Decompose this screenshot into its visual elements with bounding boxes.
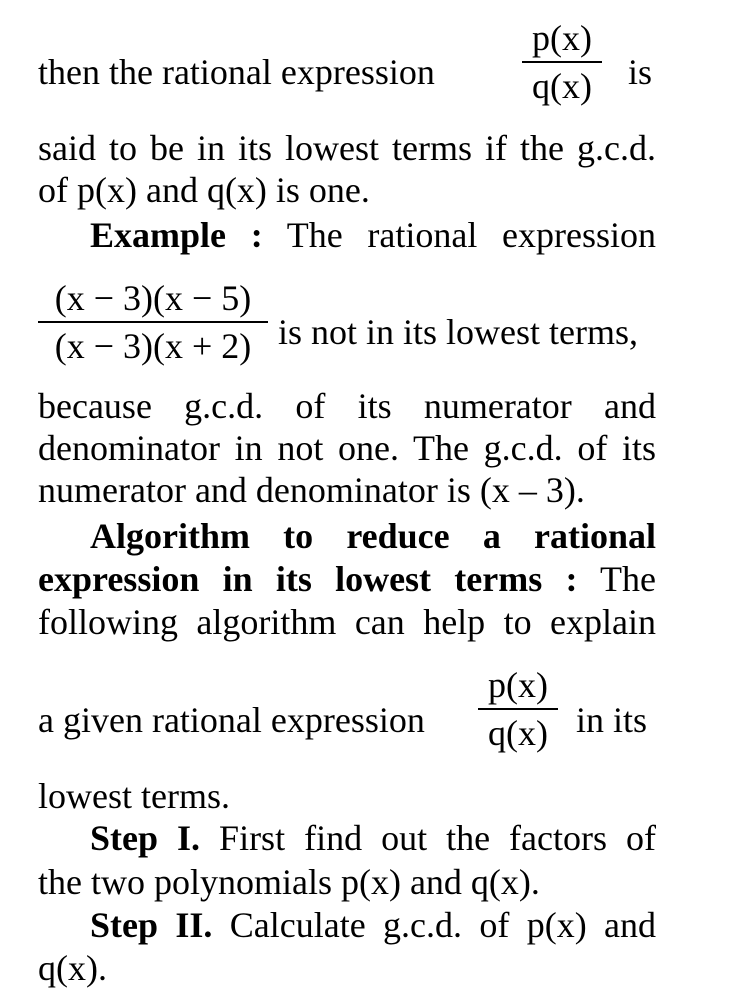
example-text: The rational expression xyxy=(286,215,656,255)
algorithm-heading-2: expression in its lowest terms : The xyxy=(38,559,657,599)
algorithm-fraction xyxy=(478,665,558,753)
step-2-label: Step II. xyxy=(90,905,213,945)
fraction-bar xyxy=(478,708,558,710)
para1-fraction xyxy=(522,18,602,106)
algorithm-line3: following algorithm can help to explain xyxy=(38,602,656,642)
example-line2: denominator in not one. The g.c.d. of its xyxy=(38,428,656,468)
example-line1: because g.c.d. of its numerator and xyxy=(38,386,656,426)
fraction-bar xyxy=(522,61,602,63)
example-line3: numerator and denominator is (x – 3). xyxy=(38,470,585,510)
example-after-fraction: is not in its lowest terms, xyxy=(278,312,638,352)
para1-line2: said to be in its lowest terms if the g.c.d. xyxy=(38,128,656,168)
fraction-numerator: p(x) xyxy=(488,665,548,705)
algorithm-tail: in its xyxy=(576,700,648,740)
fraction-bar xyxy=(38,321,268,323)
para1-line3: of p(x) and q(x) is one. xyxy=(38,170,370,210)
para1-lead: then the rational expression xyxy=(38,52,435,92)
para1-tail: is xyxy=(628,52,653,92)
example-fraction xyxy=(38,278,268,366)
step-2-cont: q(x). xyxy=(38,948,107,988)
step-1-label: Step I. xyxy=(90,818,201,858)
fraction-denominator: (x − 3)(x + 2) xyxy=(54,326,252,366)
fraction-denominator: q(x) xyxy=(488,713,548,753)
fraction-denominator: q(x) xyxy=(532,66,592,106)
fraction-numerator: (x − 3)(x − 5) xyxy=(54,278,252,318)
fraction-numerator: p(x) xyxy=(532,18,592,58)
example-label: Example : xyxy=(90,215,263,255)
example-line xyxy=(90,215,656,255)
algorithm-heading-1: Algorithm to reduce a rational xyxy=(90,516,656,556)
algorithm-lead: a given rational expression xyxy=(38,700,425,740)
algorithm-line-last: lowest terms. xyxy=(38,776,230,816)
step-2-line: Step II. Calculate g.c.d. of p(x) and xyxy=(90,905,657,945)
step-1-line: Step I. First find out the factors of xyxy=(90,818,656,858)
step-1-cont: the two polynomials p(x) and q(x). xyxy=(38,862,540,902)
